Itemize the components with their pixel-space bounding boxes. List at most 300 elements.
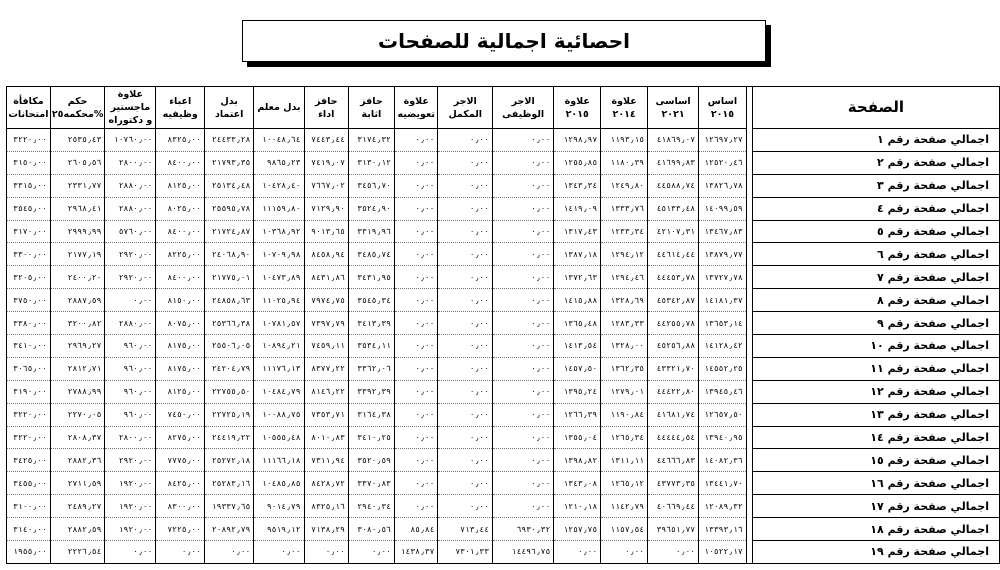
table-row <box>7 495 1000 518</box>
table-cell: ٣٥٤٥٫٠٠ <box>7 197 51 220</box>
table-cell: ٨١٧٥٫٠٠ <box>156 335 205 358</box>
table-cell: ٠٫٠٠ <box>438 220 493 243</box>
table-cell: ٩٥١٩٫١٢ <box>254 518 304 541</box>
column-header: بدل اعتماد <box>205 87 254 129</box>
table-cell: ٢٦٠٥٫٥٦ <box>50 151 105 174</box>
table-cell: ٤٤٦١٤٫٤٤ <box>648 243 699 266</box>
table-cell: ٤٣٣٢١٫٧٠ <box>648 357 699 380</box>
column-header: حكم محكمه٢٥% <box>50 87 105 129</box>
table-cell: ٠٫٠٠ <box>438 380 493 403</box>
table-cell: ٨٥٫٨٤ <box>394 518 438 541</box>
table-cell: ٢١٧٢٤٫٨٧ <box>205 220 254 243</box>
table-cell: ١١١٧٦٫١٣ <box>254 357 304 380</box>
table-cell: ١٣٤٣٫٠٨ <box>554 472 601 495</box>
table-cell: ٢٨٨٢٫٣٦ <box>50 449 105 472</box>
table-cell: ١٣٨٧٫١٨ <box>554 243 601 266</box>
table-cell: ١٣٢٨٫٠٠ <box>601 335 648 358</box>
table-cell: ٧١٢٩٫٩٠ <box>304 197 348 220</box>
table-cell: ١٠٧٠٩٫٩٨ <box>254 243 304 266</box>
table-cell: ١٠٠٤٨٫٦٤ <box>254 129 304 152</box>
table-row <box>7 335 1000 358</box>
table-cell: ٠٫٠٠ <box>493 426 554 449</box>
table-cell: ٠٫٠٠ <box>348 541 394 564</box>
table-cell: ٢٩٩٩٫٩٩ <box>50 220 105 243</box>
table-cell: ٣٤٣١٫٩٥ <box>348 266 394 289</box>
table-cell: ١٠٨٩٤٫٢١ <box>254 335 304 358</box>
table-cell: ٣١٣٠٫١٢ <box>348 151 394 174</box>
table-cell: ٠٫٠٠ <box>394 243 438 266</box>
table-cell: ١٣٤٣٫٣٤ <box>554 174 601 197</box>
table-row <box>7 197 1000 220</box>
table-cell: ٢٥١٣٤٫٤٨ <box>205 174 254 197</box>
table-cell: ١٣٤٤١٫٧٠ <box>699 472 747 495</box>
table-cell: ١٩٢٠٫٠٠ <box>105 495 156 518</box>
table-cell: ١١٩٠٫٨٤ <box>601 403 648 426</box>
table-cell: ٨١٢٥٫٠٠ <box>156 174 205 197</box>
table-cell: ٣١٤٠٫٠٠ <box>7 518 51 541</box>
table-cell: ١٢٠٨٩٫٣٢ <box>699 495 747 518</box>
table-cell: ١٢٦٦٫٣٩ <box>554 403 601 426</box>
page-label: اجمالي صفحة رقم ١٩ <box>752 541 999 564</box>
table-cell: ٨٠٢٥٫٠٠ <box>156 197 205 220</box>
table-cell: ٧٤١٩٫٠٧ <box>304 151 348 174</box>
table-cell: ٠٫٠٠ <box>493 266 554 289</box>
table-cell: ١٤١٨١٫٣٧ <box>699 289 747 312</box>
table-cell: ١٢٥٥٫٨٥ <box>554 151 601 174</box>
table-cell: ٧٤٥٩٫١١ <box>304 335 348 358</box>
table-cell: ٣١٠٠٫٠٠ <box>7 495 51 518</box>
table-cell: ٨٣٠٠٫٠٠ <box>156 495 205 518</box>
table-cell: ١٩٢٠٫٠٠ <box>105 518 156 541</box>
table-cell: ٠٫٠٠ <box>554 541 601 564</box>
table-cell: ٠٫٠٠ <box>254 541 304 564</box>
page-label: اجمالي صفحة رقم ١٨ <box>752 518 999 541</box>
table-cell: ٠٫٠٠ <box>205 541 254 564</box>
table-cell: ٢٤٤١٩٫٢٢ <box>205 426 254 449</box>
table-cell: ٠٫٠٠ <box>438 151 493 174</box>
table-cell: ٠٫٠٠ <box>493 403 554 426</box>
table-cell: ٥٧٦٠٫٠٠ <box>105 220 156 243</box>
table-cell: ٣١٧٤٫٣٢ <box>348 129 394 152</box>
table-row <box>7 312 1000 335</box>
table-cell: ٣٣٦٢٫٠٦ <box>348 357 394 380</box>
table-cell: ٦٩٣٠٫٣٢ <box>493 518 554 541</box>
table-cell: ٩٠١٣٫٦٥ <box>304 220 348 243</box>
table-cell: ١١١٥٩٫٨٠ <box>254 197 304 220</box>
table-cell: ١٢٥٧٫٧٥ <box>554 518 601 541</box>
table-cell: ٠٫٠٠ <box>438 495 493 518</box>
table-cell: ٠٫٠٠ <box>438 243 493 266</box>
table-cell: ١٠٠٨٨٫٧٥ <box>254 403 304 426</box>
table-cell: ٢٤٤٣٣٫٢٨ <box>205 129 254 152</box>
column-header: الاجر المكمل <box>438 87 493 129</box>
table-cell: ٠٫٠٠ <box>438 357 493 380</box>
table-cell: ٢٨٨٠٫٠٠ <box>105 197 156 220</box>
table-cell: ١٣٣٩٣٫١٦ <box>699 518 747 541</box>
table-cell: ٩٠١٤٫٧٩ <box>254 495 304 518</box>
table-cell: ٣٤٥٥٫٠٠ <box>7 472 51 495</box>
table-cell: ٤٤٦٦٦٫٨٣ <box>648 449 699 472</box>
table-cell: ٧٩٧٤٫٧٥ <box>304 289 348 312</box>
table-cell: ٨١٤٦٫٢٢ <box>304 380 348 403</box>
table-cell: ١٣٦٥٣٫١٤ <box>699 312 747 335</box>
table-cell: ١١٤٢٫٧٩ <box>601 495 648 518</box>
table-cell: ٤٠٦٦٩٫٤٤ <box>648 495 699 518</box>
table-cell: ٧١٣٨٫٢٩ <box>304 518 348 541</box>
table-cell: ٣٢٢٠٫٠٠ <box>7 129 51 152</box>
table-cell: ١٤١٣٫٥٤ <box>554 335 601 358</box>
column-header: بدل معلم <box>254 87 304 129</box>
table-row <box>7 449 1000 472</box>
table-cell: ١١٩٣٫١٥ <box>601 129 648 152</box>
table-cell: ١١١٦٦٫١٨ <box>254 449 304 472</box>
table-cell: ١٤١٩٫٠٩ <box>554 197 601 220</box>
table-cell: ٨١٧٥٫٠٠ <box>156 357 205 380</box>
table-cell: ٣٢٠٠٫٨٢ <box>50 312 105 335</box>
table-cell: ٤٥١٣٣٫٤٨ <box>648 197 699 220</box>
table-cell: ٢٩٤٠٫٣٤ <box>348 495 394 518</box>
table-cell: ١٢٦٥٫١٢ <box>601 472 648 495</box>
table-cell: ٠٫٠٠ <box>438 335 493 358</box>
table-cell: ١٠٤٨٤٫٧٩ <box>254 380 304 403</box>
table-cell: ٨٤٣١٫٨٦ <box>304 266 348 289</box>
table-cell: ١٠٤٧٣٫٨٩ <box>254 266 304 289</box>
table-cell: ١٤٥٥٢٫٢٥ <box>699 357 747 380</box>
table-cell: ٠٫٠٠ <box>394 129 438 152</box>
table-cell: ٤١٦٨١٫٧٤ <box>648 403 699 426</box>
table-row <box>7 357 1000 380</box>
table-cell: ١٣٦٢٫٣٥ <box>601 357 648 380</box>
table-cell: ٠٫٠٠ <box>493 243 554 266</box>
table-cell: ٢٤٢٠٤٫٧٩ <box>205 357 254 380</box>
table-cell: ١١٠٢٥٫٩٤ <box>254 289 304 312</box>
table-cell: ١٣٩٨٫٨٢ <box>554 449 601 472</box>
table-cell: ٤١٦٩٩٫٨٣ <box>648 151 699 174</box>
table-row <box>7 541 1000 564</box>
page-label: اجمالي صفحة رقم ٣ <box>752 174 999 197</box>
table-cell: ٠٫٠٠ <box>438 129 493 152</box>
table-cell: ٤٤٤٤٤٫٥٤ <box>648 426 699 449</box>
table-row <box>7 380 1000 403</box>
table-cell: ١٣٨٢٦٫٧٨ <box>699 174 747 197</box>
table-cell: ١٠٥٥٥٫٤٨ <box>254 426 304 449</box>
page-label: اجمالي صفحة رقم ١ <box>752 129 999 152</box>
table-cell: ١٣٧٢٫٦٣ <box>554 266 601 289</box>
table-cell: ٠٫٠٠ <box>601 541 648 564</box>
table-cell: ٠٫٠٠ <box>438 289 493 312</box>
column-header: اعباء وظيفيه <box>156 87 205 129</box>
table-cell: ٠٫٠٠ <box>493 357 554 380</box>
table-cell: ١٣٣٣٫٧٦ <box>601 197 648 220</box>
table-cell: ١٢٦٥٧٫٥٠ <box>699 403 747 426</box>
table-cell: ١٣٢٨٫٦٩ <box>601 289 648 312</box>
page-label: اجمالي صفحة رقم ٢ <box>752 151 999 174</box>
table-cell: ٢١٧٧٫١٩ <box>50 243 105 266</box>
table-cell: ١٤١٥٫٨٨ <box>554 289 601 312</box>
table-cell: ٠٫٠٠ <box>394 426 438 449</box>
table-cell: ٣٥٣٤٫١١ <box>348 335 394 358</box>
table-cell: ١٢٣٣٫٣٤ <box>601 220 648 243</box>
table-cell: ٧٣٩٧٫٧٩ <box>304 312 348 335</box>
table-cell: ٣٣١٩٫٩٦ <box>348 220 394 243</box>
table-cell: ٣٣١٥٫٠٠ <box>7 174 51 197</box>
table-row <box>7 518 1000 541</box>
table-cell: ٨٢٢٥٫٠٠ <box>156 243 205 266</box>
table-cell: ١٣١٧٫٤٣ <box>554 220 601 243</box>
table-cell: ٠٫٠٠ <box>493 380 554 403</box>
table-cell: ٩٦٠٫٠٠ <box>105 335 156 358</box>
table-row <box>7 174 1000 197</box>
table-cell: ٧١٣٫٤٤ <box>438 518 493 541</box>
table-cell: ٢٩٢٠٫٠٠ <box>105 266 156 289</box>
table-cell: ٢٩٢٠٫٠٠ <box>105 449 156 472</box>
table-cell: ٢٨٠٨٫٣٧ <box>50 426 105 449</box>
table-cell: ٠٫٠٠ <box>394 403 438 426</box>
table-cell: ٧٦٦٧٫٠٢ <box>304 174 348 197</box>
table-cell: ١٣٦٥٫٤٨ <box>554 312 601 335</box>
column-header: الاجر الوظيفى <box>493 87 554 129</box>
table-cell: ٢١٧٩٣٫٣٥ <box>205 151 254 174</box>
column-header: اساسى ٢٠٢١ <box>648 87 699 129</box>
table-cell: ٣٤١٠٫٠٠ <box>7 335 51 358</box>
table-cell: ١٤٥٧٫٥٠ <box>554 357 601 380</box>
table-cell: ١٣٥٥٫٠٤ <box>554 426 601 449</box>
column-header: مكافأة امتحانات <box>7 87 51 129</box>
page-label: اجمالي صفحة رقم ١٧ <box>752 495 999 518</box>
table-cell: ٣١٩٠٫٠٠ <box>7 380 51 403</box>
table-cell: ٠٫٠٠ <box>394 197 438 220</box>
table-cell: ٠٫٠٠ <box>304 541 348 564</box>
table-cell: ١٢٤٩٫٨٠ <box>601 174 648 197</box>
table-cell: ٠٫٠٠ <box>394 335 438 358</box>
table-cell: ١٣٧٢٧٫٧٨ <box>699 266 747 289</box>
table-row <box>7 403 1000 426</box>
table-cell: ٩٨٦٥٫٢٣ <box>254 151 304 174</box>
column-header: اساس ٢٠١٥ <box>699 87 747 129</box>
table-cell: ١٤٤٩٦٫٧٥ <box>493 541 554 564</box>
table-cell: ٠٫٠٠ <box>493 472 554 495</box>
table-row <box>7 129 1000 152</box>
table-cell: ٨٣٢٥٫١٦ <box>304 495 348 518</box>
page-label: اجمالي صفحة رقم ٥ <box>752 220 999 243</box>
table-cell: ٠٫٠٠ <box>438 426 493 449</box>
table-cell: ٣٢٢٠٫٠٠ <box>7 403 51 426</box>
table-cell: ٤٤٥٨٨٫٧٤ <box>648 174 699 197</box>
table-cell: ٠٫٠٠ <box>438 472 493 495</box>
table-cell: ٠٫٠٠ <box>394 220 438 243</box>
page-label: اجمالي صفحة رقم ١٣ <box>752 403 999 426</box>
table-row <box>7 266 1000 289</box>
page-label: اجمالي صفحة رقم ١١ <box>752 357 999 380</box>
table-cell: ٧٣٥٣٫٧١ <box>304 403 348 426</box>
table-cell: ٠٫٠٠ <box>493 289 554 312</box>
table-cell: ٢٥٢٧٢٫١٨ <box>205 449 254 472</box>
table-cell: ٠٫٠٠ <box>394 151 438 174</box>
table-row <box>7 243 1000 266</box>
table-cell: ٩٦٠٫٠٠ <box>105 380 156 403</box>
table-cell: ٣٥٢٠٫٥٩ <box>348 449 394 472</box>
table-cell: ٠٫٠٠ <box>394 289 438 312</box>
table-cell: ١٣٤٦٧٫٨٣ <box>699 220 747 243</box>
column-header: علاوة ٢٠١٥ <box>554 87 601 129</box>
table-cell: ٠٫٠٠ <box>394 495 438 518</box>
table-cell: ١٣١١٫١١ <box>601 449 648 472</box>
table-cell: ٣١٥٠٫٠٠ <box>7 151 51 174</box>
table-cell: ٣٢٢٠٫٠٠ <box>7 426 51 449</box>
table-cell: ٠٫٠٠ <box>493 312 554 335</box>
table-cell: ٠٫٠٠ <box>105 289 156 312</box>
table-cell: ٠٫٠٠ <box>394 472 438 495</box>
table-cell: ٨٤٢٥٫٠٠ <box>156 472 205 495</box>
table-cell: ١٢٩٤٫١٢ <box>601 243 648 266</box>
page-label: اجمالي صفحة رقم ١٠ <box>752 335 999 358</box>
table-cell: ٣٧٥٠٫٠٠ <box>7 289 51 312</box>
column-header: حافز اداء <box>304 87 348 129</box>
table-cell: ١٢٦٩٧٫٢٧ <box>699 129 747 152</box>
table-cell: ٨١٢٥٫٠٠ <box>156 380 205 403</box>
table-cell: ٧٧٧٥٫٠٠ <box>156 449 205 472</box>
table-cell: ٣٠٦٥٫٠٠ <box>7 357 51 380</box>
table-cell: ٢٧٨٨٫٩٩ <box>50 380 105 403</box>
table-cell: ٩٦٠٫٠٠ <box>105 403 156 426</box>
table-cell: ٢٨٠٠٫٠٠ <box>105 151 156 174</box>
table-row <box>7 289 1000 312</box>
table-cell: ٢٨٨٠٫٠٠ <box>105 174 156 197</box>
table-cell: ٣٤٥٦٫٧٠ <box>348 174 394 197</box>
table-cell: ١٩٣٣٧٫٦٥ <box>205 495 254 518</box>
table-cell: ٤٤٢٥٥٫٧٨ <box>648 312 699 335</box>
table-cell: ٤٤٤٥٣٫٧٨ <box>648 266 699 289</box>
table-cell: ٣٠٨٠٫٥٦ <box>348 518 394 541</box>
table-cell: ٠٫٠٠ <box>493 495 554 518</box>
table-cell: ٢٨٠٠٫٠٠ <box>105 426 156 449</box>
table-cell: ٣٣٠٠٫٠٠ <box>7 243 51 266</box>
table-cell: ٢٥٣٥٫٤٣ <box>50 129 105 152</box>
table-cell: ٣٤٢٥٫٠٠ <box>7 449 51 472</box>
table-cell: ٢٩٦٨٫٤١ <box>50 197 105 220</box>
page-label: اجمالي صفحة رقم ١٤ <box>752 426 999 449</box>
table-cell: ٣١٦٤٫٣٨ <box>348 403 394 426</box>
table-cell: ١٣٩٤٥٫٤٦ <box>699 380 747 403</box>
header-row <box>7 87 1000 129</box>
table-cell: ٤٤٤٢٢٫٨٠ <box>648 380 699 403</box>
table-cell: ٠٫٠٠ <box>156 541 205 564</box>
report-title: احصائية اجمالية للصفحات <box>242 20 766 62</box>
table-cell: ٢٠٨٩٢٫٧٩ <box>205 518 254 541</box>
column-header: حافز اثابة <box>348 87 394 129</box>
table-row <box>7 220 1000 243</box>
table-cell: ٤٥٢٥٦٫٨٨ <box>648 335 699 358</box>
table-cell: ٨٤٠٠٫٠٠ <box>156 151 205 174</box>
column-header: علاوة ٢٠١٤ <box>601 87 648 129</box>
table-cell: ٠٫٠٠ <box>648 541 699 564</box>
table-cell: ٢٨١٢٫٧١ <box>50 357 105 380</box>
table-cell: ٠٫٠٠ <box>438 266 493 289</box>
table-cell: ٨٤٠٠٫٠٠ <box>156 220 205 243</box>
table-cell: ٠٫٠٠ <box>394 449 438 472</box>
table-cell: ١٢٦٥٫٣٤ <box>601 426 648 449</box>
table-cell: ١٣٩٥٫٢٤ <box>554 380 601 403</box>
table-cell: ١١٥٧٫٥٤ <box>601 518 648 541</box>
table-cell: ٢٤٨٩٫٢٧ <box>50 495 105 518</box>
table-cell: ٢٥٥٩٥٫٧٨ <box>205 197 254 220</box>
table-cell: ٧٤٤٣٫٤٤ <box>304 129 348 152</box>
table-cell: ٨٤٠٠٫٠٠ <box>156 266 205 289</box>
table-cell: ٠٫٠٠ <box>438 312 493 335</box>
table-cell: ٢٩٢٠٫٠٠ <box>105 243 156 266</box>
summary-table <box>6 86 1000 564</box>
page-label: اجمالي صفحة رقم ٧ <box>752 266 999 289</box>
table-cell: ٤٥٣٤٢٫٨٧ <box>648 289 699 312</box>
table-cell: ٣٣٧٠٫٨٣ <box>348 472 394 495</box>
table-cell: ٨٢٧٥٫٠٠ <box>156 426 205 449</box>
table-cell: ٠٫٠٠ <box>493 174 554 197</box>
table-cell: ٠٫٠٠ <box>493 220 554 243</box>
table-cell: ٣٤١٠٫٢٥ <box>348 426 394 449</box>
table-cell: ٣٣٩٢٫٣٩ <box>348 380 394 403</box>
page-label: اجمالي صفحة رقم ٦ <box>752 243 999 266</box>
table-cell: ١٤٠٩٩٫٥٩ <box>699 197 747 220</box>
table-cell: ١٠٤٨٥٫٨٥ <box>254 472 304 495</box>
table-cell: ٩٦٠٫٠٠ <box>105 357 156 380</box>
table-cell: ٢٤٠٦٨٫٩٠ <box>205 243 254 266</box>
table-cell: ٨٣٢٥٫٠٠ <box>156 129 205 152</box>
table-cell: ٧٢٢٥٫٠٠ <box>156 518 205 541</box>
table-cell: ٤٢١٠٧٫٣١ <box>648 220 699 243</box>
table-cell: ٠٫٠٠ <box>394 357 438 380</box>
table-cell: ٤٣٧٧٣٫٣٥ <box>648 472 699 495</box>
table-cell: ١٢٩٨٫٩٧ <box>554 129 601 152</box>
table-cell: ٠٫٠٠ <box>394 380 438 403</box>
table-row <box>7 472 1000 495</box>
page-label: اجمالي صفحة رقم ٤ <box>752 197 999 220</box>
table-cell: ١٣٩٤٠٫٩٥ <box>699 426 747 449</box>
page-label: اجمالي صفحة رقم ١٥ <box>752 449 999 472</box>
table-cell: ٢٤٨٥٨٫٦٣ <box>205 289 254 312</box>
table-cell: ٨٠٧٥٫٠٠ <box>156 312 205 335</box>
table-cell: ٢٥٣٦٦٫٣٨ <box>205 312 254 335</box>
table-cell: ٠٫٠٠ <box>493 449 554 472</box>
table-cell: ٢٢٢٦٫٥٤ <box>50 541 105 564</box>
page-label: اجمالي صفحة رقم ١٢ <box>752 380 999 403</box>
page-label: اجمالي صفحة رقم ٨ <box>752 289 999 312</box>
table-cell: ٠٫٠٠ <box>438 174 493 197</box>
table-cell: ٣٩٦٥١٫٧٧ <box>648 518 699 541</box>
table-cell: ٢٩٦٩٫٢٧ <box>50 335 105 358</box>
table-cell: ٠٫٠٠ <box>438 449 493 472</box>
table-cell: ١٩٢٠٫٠٠ <box>105 472 156 495</box>
table-cell: ٧٤٥٠٫٠٠ <box>156 403 205 426</box>
table-cell: ٢٥٢٨٣٫١٦ <box>205 472 254 495</box>
table-cell: ٢٨٨٧٫٥٩ <box>50 289 105 312</box>
column-header-page: الصفحة <box>752 87 999 129</box>
page-label: اجمالي صفحة رقم ٩ <box>752 312 999 335</box>
table-cell: ٣٥٤٥٫٣٤ <box>348 289 394 312</box>
table-cell: ٧٣١١٫٩٤ <box>304 449 348 472</box>
table-cell: ١٢٩٤٫٤٦ <box>601 266 648 289</box>
table-cell: ٠٫٠٠ <box>105 541 156 564</box>
table-cell: ٨٣٧٧٫٢٢ <box>304 357 348 380</box>
table-cell: ٢٢٧٥٥٫٥٠ <box>205 380 254 403</box>
table-cell: ١٣٨٧٩٫٧٧ <box>699 243 747 266</box>
table-cell: ٣٣٨٠٫٠٠ <box>7 312 51 335</box>
table-cell: ٢٢٧٠٫٠٥ <box>50 403 105 426</box>
table-cell: ٤١٨٦٩٫٠٧ <box>648 129 699 152</box>
table-cell: ٢٨٨٢٫٥٩ <box>50 518 105 541</box>
table-cell: ١٠٤٢٨٫٤٠ <box>254 174 304 197</box>
table-cell: ١٠٣٦٨٫٩٢ <box>254 220 304 243</box>
table-row <box>7 426 1000 449</box>
